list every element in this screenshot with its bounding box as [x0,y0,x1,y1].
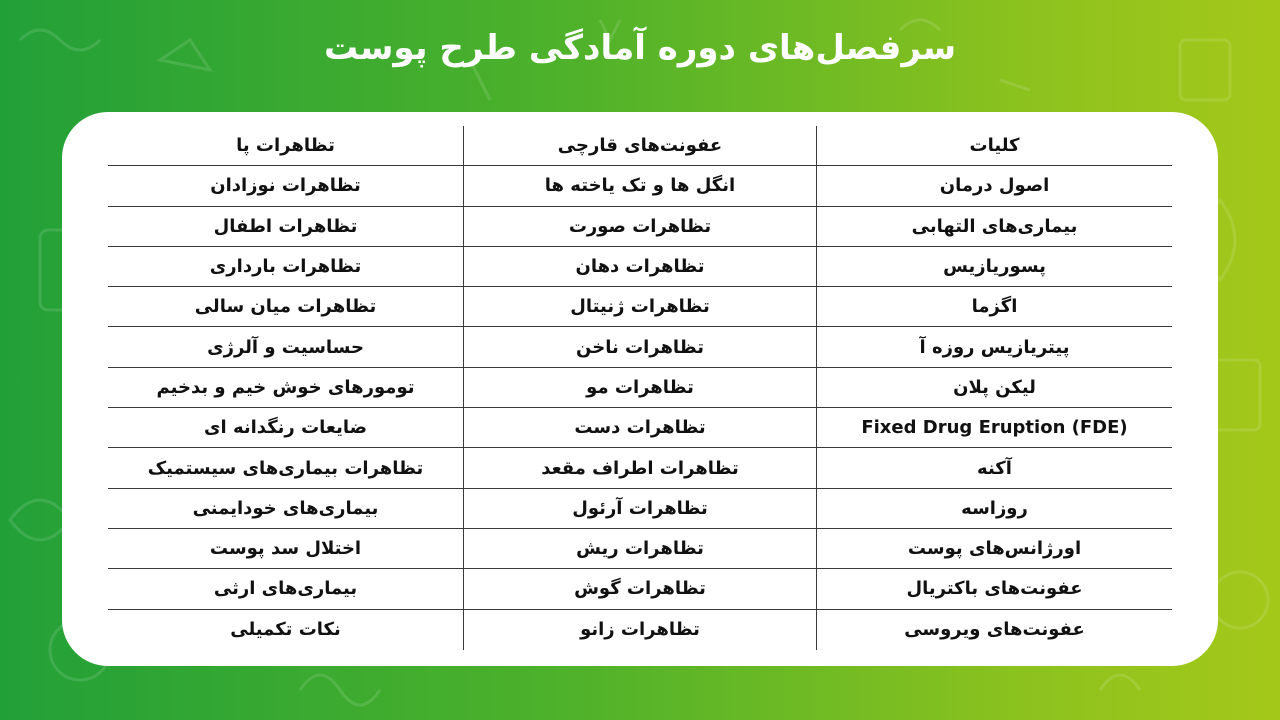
table-cell: تظاهرات بیماری‌های سیستمیک [108,448,463,488]
table-cell: تومورهای خوش خیم و بدخیم [108,368,463,408]
table-cell: تظاهرات میان سالی [108,287,463,327]
table-cell: تظاهرات بارداری [108,247,463,287]
table-header-cell: تظاهرات پا [108,126,463,166]
table-cell: اصول درمان [817,166,1172,206]
table-cell: روزاسه [817,489,1172,529]
table-cell: لیکن پلان [817,368,1172,408]
table-cell: عفونت‌های باکتریال [817,569,1172,609]
table-cell: پیتریازیس روزه آ [817,327,1172,367]
table-cell: بیماری‌های خودایمنی [108,489,463,529]
table-cell: تظاهرات ناخن [463,327,817,367]
table-cell: نکات تکمیلی [230,619,341,641]
table-cell: پسوریازیس [817,247,1172,287]
table-header-cell: عفونت‌های قارچی [463,126,817,166]
table-cell: اگزما [817,287,1172,327]
table-cell: تظاهرات دهان [463,247,817,287]
table-cell: تظاهرات گوش [463,569,817,609]
table-cell: تظاهرات زانو [463,610,817,650]
table-cell: تظاهرات صورت [463,207,817,247]
table-cell: بیماری‌های ارثی [108,569,463,609]
table-cell: اورژانس‌های پوست [817,529,1172,569]
table-cell: تظاهرات ریش [463,529,817,569]
table-cell: عفونت‌های ویروسی [904,619,1085,641]
table-cell: ضایعات رنگدانه ای [108,408,463,448]
table-cell: تظاهرات آرئول [463,489,817,529]
page-title: سرفصل‌های دوره آمادگی طرح پوست [323,28,957,68]
table-cell: تظاهرات نوزادان [108,166,463,206]
table-cell: تظاهرات مو [463,368,817,408]
table-cell: بیماری‌های التهابی [817,207,1172,247]
table-cell: تظاهرات دست [463,408,817,448]
table-cell: انگل ها و تک یاخته ها [463,166,817,206]
table-cell: تظاهرات اطفال [108,207,463,247]
curriculum-table [108,126,1172,654]
table-cell: تظاهرات ژنیتال [463,287,817,327]
table-cell: اختلال سد پوست [108,529,463,569]
curriculum-card [62,112,1218,666]
table-cell: آکنه [817,448,1172,488]
table-cell: حساسیت و آلرژی [108,327,463,367]
table-cell: Fixed Drug Eruption (FDE) [817,408,1172,448]
table-cell: تظاهرات اطراف مقعد [463,448,817,488]
table-header-cell: کلیات [817,126,1172,166]
